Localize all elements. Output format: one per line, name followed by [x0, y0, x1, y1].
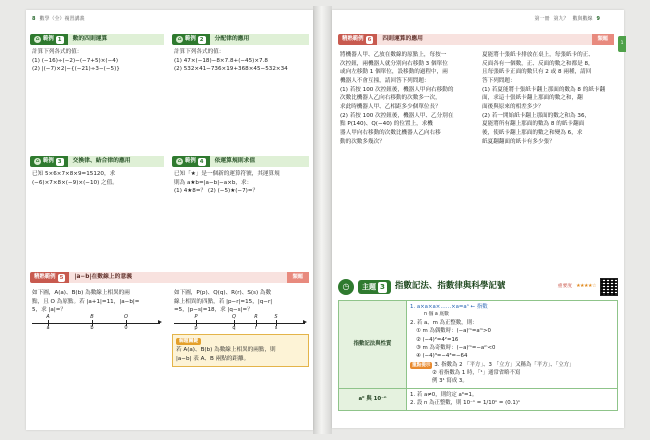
point-label: O — [124, 313, 128, 320]
qr-code-icon[interactable] — [600, 278, 618, 296]
example-5b-question: 如下圖，P(p)、Q(q)、R(r)、S(s) 為數 線上相異的四點，若 |p−r|=15，|q−r| =5，|p−s|=18，求 |q−s|=？ P Q R S p q r s 解題關鍵 若 A(a)、B(b) 為數線上相異的兩點，則 |a−b| 表 A、B 兩點的距離。 — [172, 286, 309, 367]
point-label: R — [254, 313, 258, 320]
point-label: S — [274, 313, 278, 320]
example-6-similar: 夏能將十張紙卡排放在桌上，每張紙卡的正、 反面各有一個數，正、反面的數之和都是 8， 且每張紙卡正面的數只有 2 或 8 兩種，請回 答下列問題： (1) 若夏能將十張紙卡翻上那面的數為 8 的紙卡翻 面，求這十張紙卡翻上那面的數之和，翻 面後與原來的相差多少？ (2) 若一開始紙卡翻上那面的數之和為 36， 夏能將所有翻上那面的數為 8 的紙卡翻面 後，使紙卡翻上那面的數之和變為 6，求 紙夏翻翻面的紙卡有多少張？ — [482, 52, 606, 145]
example-6-question: 將機器人甲、乙放在數線的原點上，每按一 次控鈕，兩機器人就分別向右移動 3 個單位 或向左移動 1 個單位，設移動的過程中，兩 機器人不會互撞，請回答下列問題： (1) 若按 100 次控鈕後，機器人甲向右移動的 次數比機器人乙向右移動的次數多一次， 求此時機器人甲、乙相距多少個單位長？ (2) 若按 100 次控鈕後，機器人甲、乙分別在 點 P(140)、Q(−40) 的位置上，求機 器人甲向右移動的次數比機器人乙向右移 動的次數多幾次？ — [340, 52, 454, 145]
house-icon: ⌂ — [35, 158, 40, 164]
example-4-header — [172, 156, 309, 167]
similar-problem-chip[interactable]: 類題 — [592, 34, 614, 45]
importance-stars: ★★★★☆ — [576, 283, 596, 290]
house-icon: ⌂ — [177, 158, 182, 164]
topic-badge: 主題 3 — [358, 280, 391, 294]
book-title: 數學（全）複習講義 — [39, 16, 85, 22]
example-title: 數的四則運算 — [68, 34, 164, 45]
example-badge: 精熟範例 6 — [338, 34, 377, 45]
table-row — [339, 301, 618, 389]
example-4 — [172, 156, 309, 196]
house-icon: ⌂ — [177, 36, 182, 42]
key-note-heading: 解題關鍵 — [176, 338, 201, 345]
example-5-question: 如下圖，A(a)、B(b) 為數線上相異的兩 點，且 O 為原點。若 |a+1|=11，|a−b|= 5，求 |a|=？ A B O a b 0 — [30, 286, 164, 331]
example-title: 交換律、結合律的應用 — [68, 156, 164, 167]
key-note-box: 解題關鍵 若 A(a)、B(b) 為數線上相異的兩點，則 |a−b| 表 A、B 兩點的距離。 — [172, 334, 309, 367]
topic-title: 指數記法、指數律與科學記號 — [394, 281, 506, 292]
example-3 — [30, 156, 164, 187]
example-body: 已知 5×6×7×8×9=15120，求 (−6)×7×8×(−9)×(−10) 之值。 — [32, 171, 118, 186]
example-5 — [30, 272, 309, 283]
table-row — [339, 388, 618, 410]
importance-label: 重要度 — [557, 284, 573, 290]
similar-problem-chip[interactable]: 類題 — [287, 272, 309, 283]
example-badge: 精熟範例 5 — [30, 272, 69, 283]
example-body: 計算下列各式的值： (1) 47×(−18)−8×7.8+(−45)×7.8 (2) 532×41−736×19+368×45−532×34 — [174, 49, 288, 73]
topic-header — [338, 276, 618, 298]
arrow-icon — [158, 320, 162, 324]
row-key: a⁰ 與 10⁻ⁿ — [339, 388, 407, 410]
row-content: 1. a×a×a×……×a=aⁿ ← 指數 n 個 a 底數 2. 若 a、m 為正整數，則： ① m 為偶數時：(−a)ᵐ=aᵐ>0 ② (−4)²=4²=16 ③ m 為奇數時：(−a)ᵐ=−aᵐ<0 ④ (−4)³=−4³=−64 重點提示 3. 指數為 2 「平方」、3 「立方」又稱為「平方」、「立方」 ② 看指數為 1 時，「¹」通常省略不寫 例 3¹ 寫成 3。 — [407, 301, 618, 389]
point-value: a — [46, 324, 50, 331]
left-running-head — [32, 16, 85, 24]
page-number: 9 — [596, 16, 600, 22]
example-5-header — [30, 272, 309, 283]
point-label: P — [194, 313, 198, 320]
number-line — [172, 313, 309, 331]
row-content: 1. 若 a≠0，則約定 a⁰=1。 2. 設 n 為正整數，則 10⁻ⁿ = 1/10ⁿ = (0.1)ⁿ — [407, 388, 618, 410]
point-value: s — [274, 324, 278, 331]
example-title: 四則運算的應用 — [377, 34, 591, 45]
house-icon: ⌂ — [35, 36, 40, 42]
example-6 — [338, 34, 614, 45]
key-points-table — [338, 300, 618, 411]
example-3-header — [30, 156, 164, 167]
number-line — [30, 313, 164, 331]
example-title: 分配律的應用 — [210, 34, 309, 45]
point-value: q — [232, 324, 236, 331]
example-2 — [172, 34, 309, 74]
right-running-head: 第一冊 第九？ 數與數線 9 — [534, 16, 600, 22]
example-6-header — [338, 34, 614, 45]
example-1-header — [30, 34, 164, 45]
right-page — [332, 10, 624, 428]
example-body: 計算下列各式的值： (1) (−16)÷(−2)−(−7+5)×(−4) (2) |(−7)×2|−{(−21)÷3−(−5)} — [32, 49, 120, 73]
example-badge: ⌂ 範例 1 — [30, 34, 68, 45]
page-number: 8 — [32, 16, 36, 22]
point-value: p — [194, 324, 198, 331]
point-value: r — [254, 324, 258, 331]
left-page — [26, 10, 313, 430]
example-title: 依運算規則求值 — [210, 156, 309, 167]
example-badge: ⌂ 範例 3 — [30, 156, 68, 167]
clock-icon: ◷ — [338, 279, 354, 295]
chapter-side-tab[interactable]: 1 — [618, 36, 626, 52]
point-label: B — [90, 313, 94, 320]
example-title: |a−b|在數線上的意義 — [69, 272, 286, 283]
example-body: 已知「★」是一個新的運算符號，其運算規 則為 a★b=|a−b|−a×b，求： (1) 4★8=？ (2) (−5)★(−7)=？ — [174, 171, 280, 195]
example-2-header — [172, 34, 309, 45]
remark-badge: 重點提示 — [412, 362, 431, 368]
row-key: 指數記法與性質 — [339, 301, 407, 389]
arrow-icon — [303, 320, 307, 324]
example-badge: ⌂ 範例 2 — [172, 34, 210, 45]
point-value: 0 — [124, 324, 128, 331]
point-label: A — [46, 313, 50, 320]
point-value: b — [90, 324, 94, 331]
example-1 — [30, 34, 164, 74]
book-gutter — [313, 6, 332, 434]
example-badge: ⌂ 範例 4 — [172, 156, 210, 167]
point-label: Q — [232, 313, 236, 320]
